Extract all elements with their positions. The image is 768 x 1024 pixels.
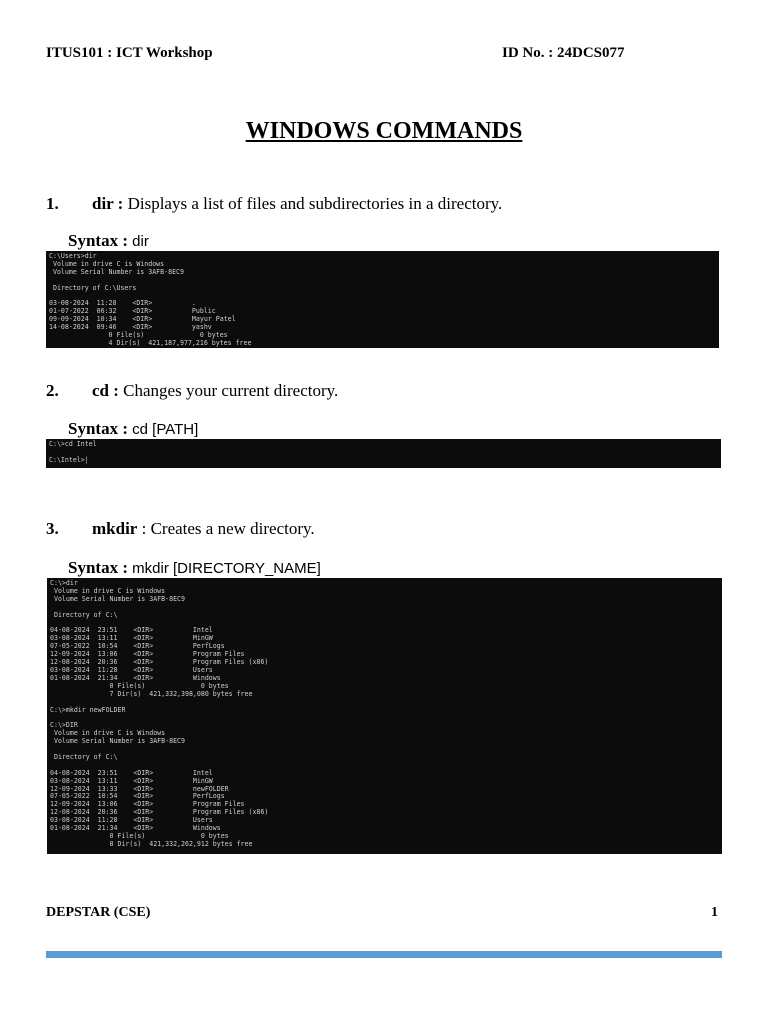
item-number: 2.	[46, 381, 59, 400]
terminal-output: C:\Users>dir Volume in drive C is Windows Volume Serial Number is 3AFB-8EC9 Directory of C:\Users 03-08-2024 11:28 <DIR> . 01-07-2022 06:32 <DIR> Public 09-09-2024 10:34 <DIR> Mayur Patel 14-08-2024 09:46 <DIR> yashv 0 File(s) 0 bytes 4 Dir(s) 421,187,977,216 bytes free	[49, 252, 252, 347]
syntax-label: Syntax :	[68, 419, 128, 438]
syntax-value: cd [PATH]	[127, 421, 199, 438]
command-description: : Creates a new directory.	[137, 519, 315, 538]
item-mkdir	[46, 519, 726, 541]
terminal-output: C:\>cd Intel C:\Intel>|	[49, 440, 97, 464]
syntax-line	[68, 419, 198, 439]
syntax-label: Syntax :	[68, 231, 128, 250]
page-number: 1	[711, 905, 718, 920]
footer-department: DEPSTAR (CSE)	[46, 905, 151, 920]
command-name: mkdir	[92, 519, 138, 538]
terminal-output: C:\>dir Volume in drive C is Windows Volume Serial Number is 3AFB-8EC9 Directory of C:\ 04-08-2024 23:51 <DIR> Intel 03-08-2024 13:11 <DIR> MinGW 07-05-2022 10:54 <DIR> PerfLogs 12-09-2024 13:06 <DIR> Program Files 12-08-2024 20:36 <DIR> Program Files (x86) 03-08-2024 11:28 <DIR> Users 01-08-2024 21:34 <DIR> Windows 0 File(s) 0 bytes 7 Dir(s) 421,332,398,080 bytes free C:\>mkdir newFOLDER C:\>DIR Volume in drive C is Windows Volume Serial Number is 3AFB-8EC9 Directory of C:\ 04-08-2024 23:51 <DIR> Intel 03-08-2024 13:11 <DIR> MinGW 12-09-2024 13:33 <DIR> newFOLDER 07-05-2022 10:54 <DIR> PerfLogs 12-09-2024 13:06 <DIR> Program Files 12-08-2024 20:36 <DIR> Program Files (x86) 03-08-2024 11:28 <DIR> Users 01-08-2024 21:34 <DIR> Windows 0 File(s) 0 bytes 8 Dir(s) 421,332,262,912 bytes free	[50, 579, 269, 848]
command-name: cd :	[92, 381, 119, 400]
item-dir	[46, 194, 726, 216]
syntax-line	[68, 558, 321, 578]
item-number: 3.	[46, 519, 59, 538]
syntax-line	[68, 231, 149, 251]
header-course: ITUS101 : ICT Workshop	[46, 45, 213, 61]
command-description: Changes your current directory.	[118, 381, 339, 400]
syntax-label: Syntax :	[68, 558, 128, 577]
command-description: Displays a list of files and subdirectories in a directory.	[123, 194, 503, 213]
footer-bar	[46, 951, 722, 958]
terminal-screenshot	[47, 578, 722, 854]
syntax-value: mkdir [DIRECTORY_NAME]	[127, 560, 321, 577]
header-id: ID No. : 24DCS077	[502, 45, 625, 61]
terminal-screenshot	[46, 439, 721, 468]
command-name: dir :	[92, 194, 124, 213]
terminal-screenshot	[46, 251, 719, 348]
item-number: 1.	[46, 194, 59, 213]
syntax-value: dir	[127, 233, 149, 250]
item-cd	[46, 381, 726, 403]
page-title: WINDOWS COMMANDS	[245, 118, 523, 144]
